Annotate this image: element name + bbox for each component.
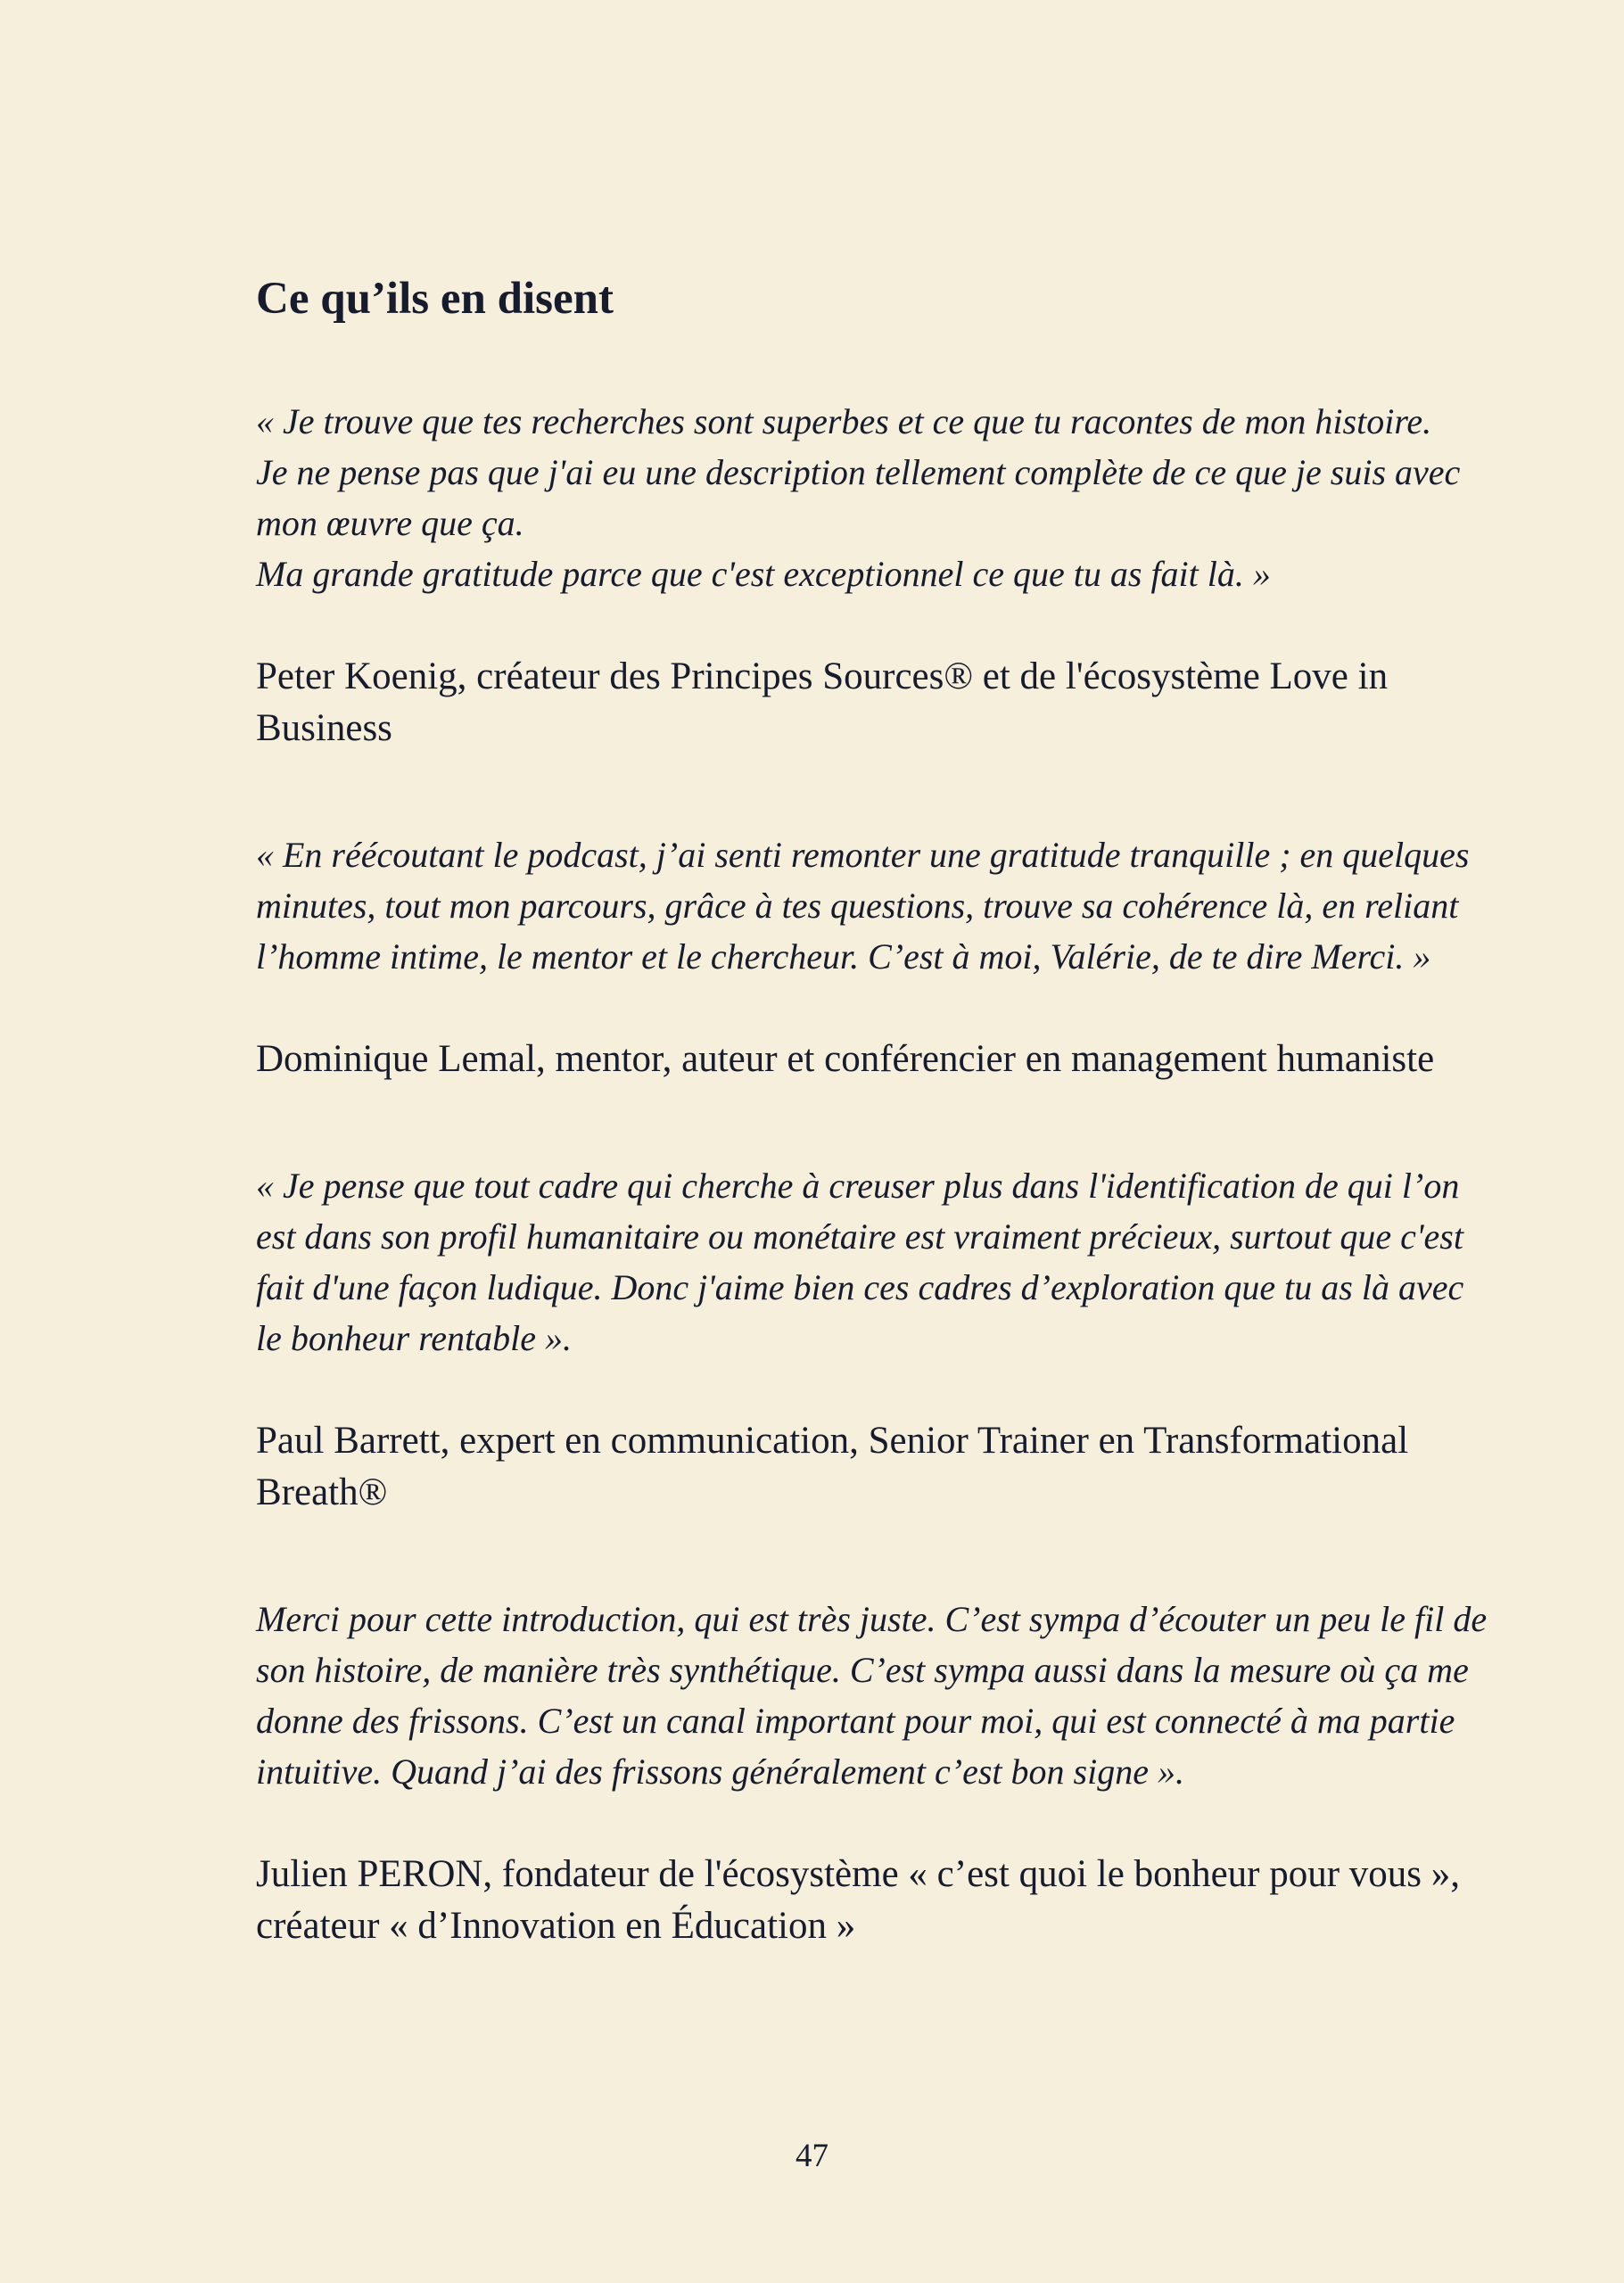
- testimonial-quote: [256, 1160, 1491, 1364]
- testimonial-2: [256, 829, 1491, 1085]
- testimonial-quote: [256, 1594, 1491, 1797]
- quote-line: « En réécoutant le podcast, j’ai senti remonter une gratitude tranquille ; en quelques minutes, tout mon parcours, grâce à tes questions, trouve sa cohérence là, en reliant l’homme intime, le mentor et le chercheur. C’est à moi, Valérie, de te dire Merci. »: [256, 835, 1470, 977]
- testimonial-author: Paul Barrett, expert en communication, Senior Trainer en Transformational Breath®: [256, 1420, 1409, 1514]
- testimonial-quote: [256, 829, 1491, 982]
- testimonial-quote: [256, 396, 1491, 599]
- page-content: [256, 272, 1491, 2027]
- testimonial-author: Dominique Lemal, mentor, auteur et conférencier en management humaniste: [256, 1038, 1435, 1081]
- testimonial-author: Julien PERON, fondateur de l'écosystème « c’est quoi le bonheur pour vous », créateur « d’Innovation en Éducation »: [256, 1853, 1461, 1948]
- testimonial-author: Peter Koenig, créateur des Principes Sources® et de l'écosystème Love in Business: [256, 655, 1389, 750]
- page-title: Ce qu’ils en disent: [256, 274, 614, 324]
- quote-line: Je ne pense pas que j'ai eu une description tellement complète de ce que je suis avec mon œuvre que ça.: [256, 452, 1461, 544]
- testimonial-4: [256, 1594, 1491, 1952]
- quote-line: « Je pense que tout cadre qui cherche à creuser plus dans l'identification de qui l’on est dans son profil humanitaire ou monétaire est vraiment précieux, surtout que c'est fait d'une façon ludique. Donc j'aime bien ces cadres d’exploration que tu as là avec le bonheur rentable ».: [256, 1166, 1464, 1359]
- testimonial-1: [256, 396, 1491, 754]
- page-number: 47: [796, 2138, 828, 2174]
- quote-line: « Je trouve que tes recherches sont superbes et ce que tu racontes de mon histoire.: [256, 401, 1432, 442]
- testimonial-3: [256, 1160, 1491, 1519]
- quote-line: Ma grande gratitude parce que c'est exceptionnel ce que tu as fait là. »: [256, 554, 1271, 595]
- quote-line: Merci pour cette introduction, qui est très juste. C’est sympa d’écouter un peu le fil de son histoire, de manière très synthétique. C’est sympa aussi dans la mesure où ça me donne des frissons. C’est un canal important pour moi, qui est connecté à ma partie intuitive. Quand j’ai des frissons généralement c’est bon signe ».: [256, 1599, 1488, 1793]
